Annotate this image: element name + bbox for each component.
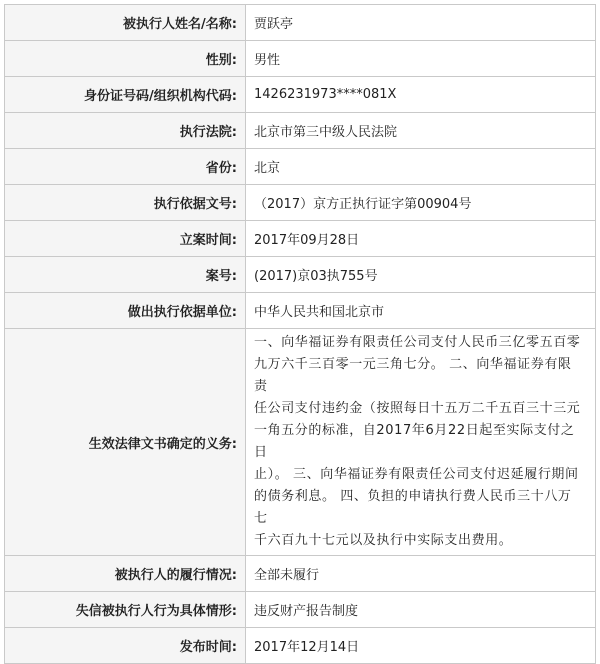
row-label: 做出执行依据单位:: [5, 293, 246, 329]
filing-date-value: 2017年09月28日: [246, 221, 596, 257]
court-value: 北京市第三中级人民法院: [246, 113, 596, 149]
row-label: 省份:: [5, 149, 246, 185]
table-row: [5, 329, 596, 556]
row-label: 执行法院:: [5, 113, 246, 149]
row-label: 执行依据文号:: [5, 185, 246, 221]
row-label: 被执行人的履行情况:: [5, 556, 246, 592]
id-number-value: 1426231973****081X: [246, 77, 596, 113]
row-label: 生效法律文书确定的义务:: [5, 329, 246, 556]
table-row: [5, 185, 596, 221]
table-row: [5, 149, 596, 185]
row-label: 性别:: [5, 41, 246, 77]
gender-value: 男性: [246, 41, 596, 77]
row-label: 身份证号码/组织机构代码:: [5, 77, 246, 113]
row-label: 被执行人姓名/名称:: [5, 5, 246, 41]
table-row: [5, 628, 596, 664]
row-label: 案号:: [5, 257, 246, 293]
dishonest-debtor-info-table: [4, 4, 596, 664]
table-row: [5, 556, 596, 592]
table-row: [5, 592, 596, 628]
table-row: [5, 293, 596, 329]
issuing-unit-value: 中华人民共和国北京市: [246, 293, 596, 329]
debtor-name-value: 贾跃亭: [246, 5, 596, 41]
row-label: 立案时间:: [5, 221, 246, 257]
row-label: 失信被执行人行为具体情形:: [5, 592, 246, 628]
performance-status-value: 全部未履行: [246, 556, 596, 592]
province-value: 北京: [246, 149, 596, 185]
row-label: 发布时间:: [5, 628, 246, 664]
table-row: [5, 5, 596, 41]
table-row: [5, 41, 596, 77]
table-row: [5, 257, 596, 293]
table-row: [5, 113, 596, 149]
table-row: [5, 221, 596, 257]
case-number-value: (2017)京03执755号: [246, 257, 596, 293]
dishonest-behavior-value: 违反财产报告制度: [246, 592, 596, 628]
obligations-text: 一、向华福证券有限责任公司支付人民币三亿零五百零 九万六千三百零一元三角七分。 二、向华福证券有限责 任公司支付违约金（按照每日十五万二千五百三十三元 一角五分的标准，自2017年6月22日起至实际支付之日 止）。 三、向华福证券有限责任公司支付迟延履行期间 的债务利息。 四、负担的申请执行费人民币三十八万七 千六百九十七元以及执行中实际支出费用。: [254, 335, 581, 548]
publish-date-value: 2017年12月14日: [246, 628, 596, 664]
basis-document-number-value: （2017）京方正执行证字第00904号: [246, 185, 596, 221]
table-row: [5, 77, 596, 113]
obligations-value: [246, 329, 596, 556]
